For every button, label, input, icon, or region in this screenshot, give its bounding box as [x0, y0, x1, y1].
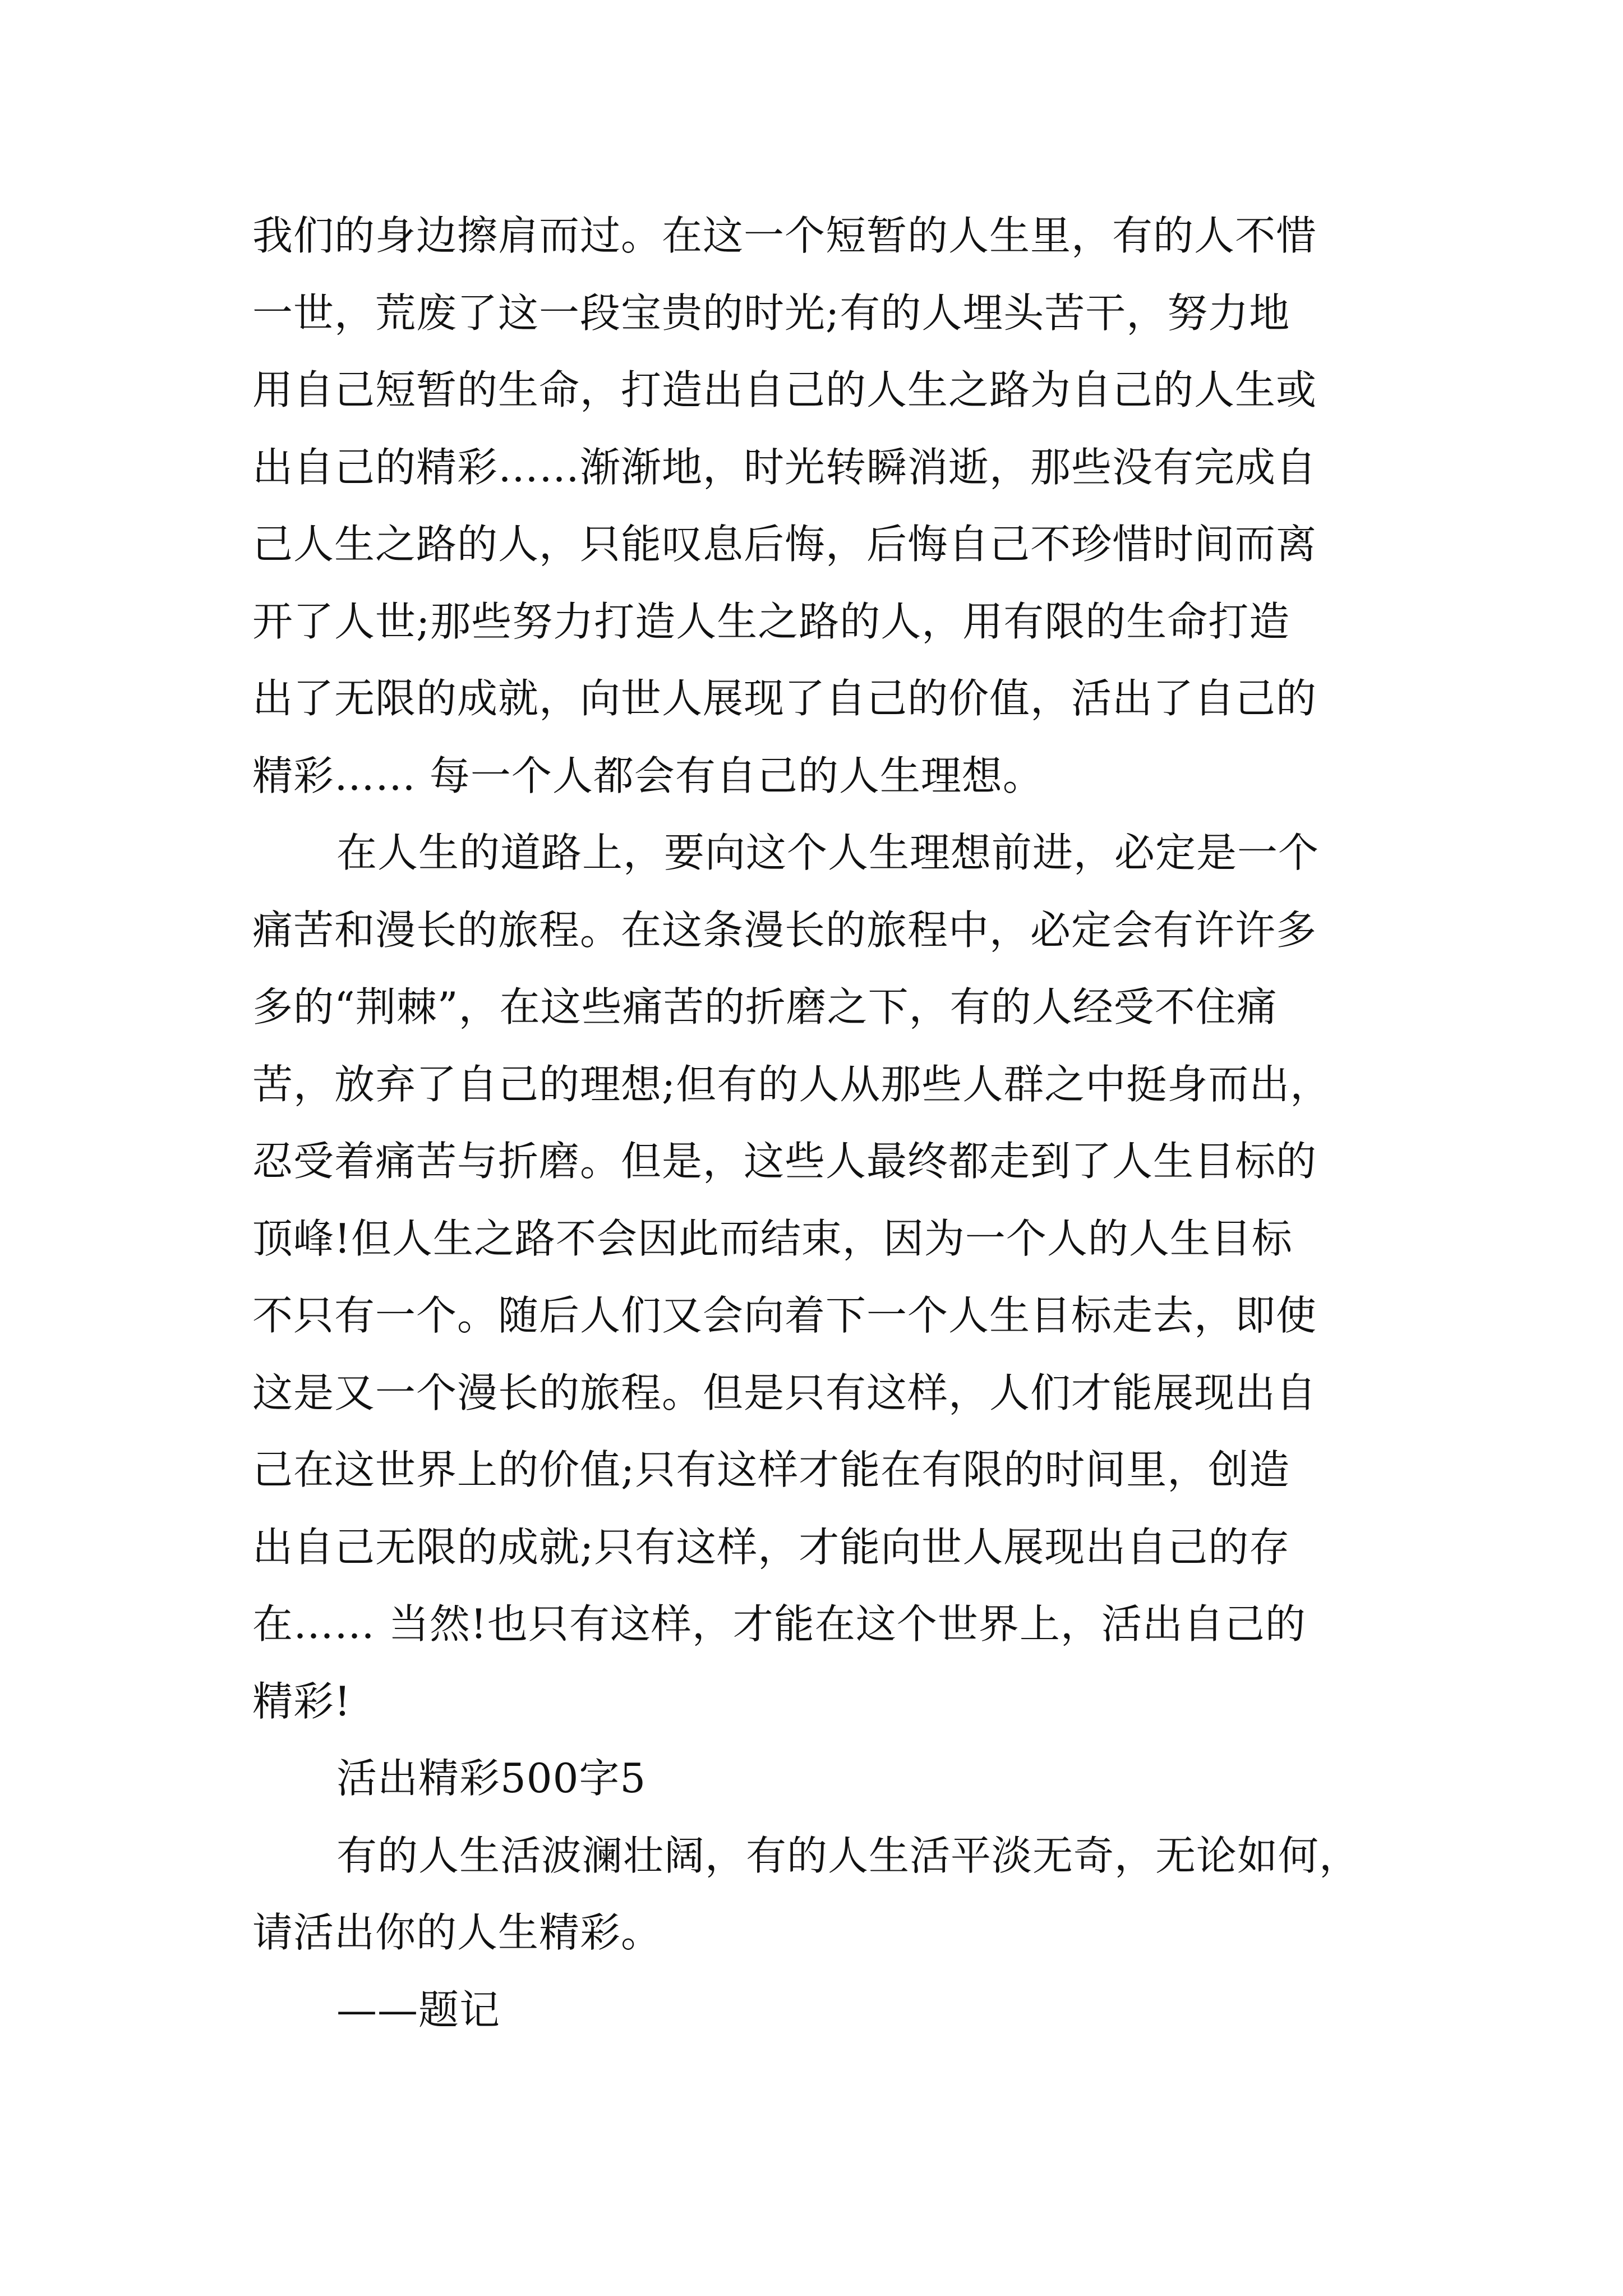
- paragraph-first-line: 在人生的道路上，要向这个人生理想前进，必定是一个: [336, 829, 1320, 876]
- text-line: 苦，放弃了自己的理想;但有的人从那些人群之中挺身而出，: [252, 1061, 1331, 1108]
- text-line: 一世，荒废了这一段宝贵的时光;有的人埋头苦干，努力地: [252, 289, 1290, 337]
- text-line: 请活出你的人生精彩。: [252, 1909, 662, 1956]
- text-line: 用自己短暂的生命，打造出自己的人生之路为自己的人生或: [252, 366, 1317, 413]
- text-line: 精彩…… 每一个人都会有自己的人生理想。: [252, 752, 1044, 799]
- text-line: 忍受着痛苦与折磨。但是，这些人最终都走到了人生目标的: [252, 1138, 1317, 1185]
- text-line: 出自己无限的成就;只有这样，才能向世人展现出自己的存: [252, 1524, 1290, 1571]
- epigraph-attribution: ——题记: [336, 1986, 501, 2033]
- text-line: 不只有一个。随后人们又会向着下一个人生目标走去，即使: [252, 1292, 1317, 1339]
- text-line: 这是又一个漫长的旅程。但是只有这样，人们才能展现出自: [252, 1369, 1317, 1416]
- text-line: 痛苦和漫长的旅程。在这条漫长的旅程中，必定会有许许多: [252, 907, 1317, 954]
- text-line: 多的“荆棘”，在这些痛苦的折磨之下，有的人经受不住痛: [252, 983, 1278, 1030]
- text-line: 己人生之路的人，只能叹息后悔，后悔自己不珍惜时间而离: [252, 521, 1317, 568]
- paragraph-first-line: 有的人生活波澜壮阔，有的人生活平淡无奇，无论如何，: [336, 1832, 1361, 1879]
- text-line: 在…… 当然!也只有这样，才能在这个世界上，活出自己的: [252, 1600, 1306, 1648]
- text-line: 出自己的精彩……渐渐地，时光转瞬消逝，那些没有完成自: [252, 444, 1317, 491]
- text-line: 己在这世界上的价值;只有这样才能在有限的时间里，创造: [252, 1446, 1290, 1493]
- text-line: 出了无限的成就，向世人展现了自己的价值，活出了自己的: [252, 675, 1317, 722]
- text-line: 我们的身边擦肩而过。在这一个短暂的人生里，有的人不惜: [252, 212, 1317, 259]
- text-line: 开了人世;那些努力打造人生之路的人，用有限的生命打造: [252, 598, 1290, 645]
- section-heading: 活出精彩500字5: [336, 1755, 647, 1802]
- text-line: 顶峰!但人生之路不会因此而结束，因为一个人的人生目标: [252, 1215, 1293, 1262]
- text-line: 精彩!: [252, 1678, 351, 1725]
